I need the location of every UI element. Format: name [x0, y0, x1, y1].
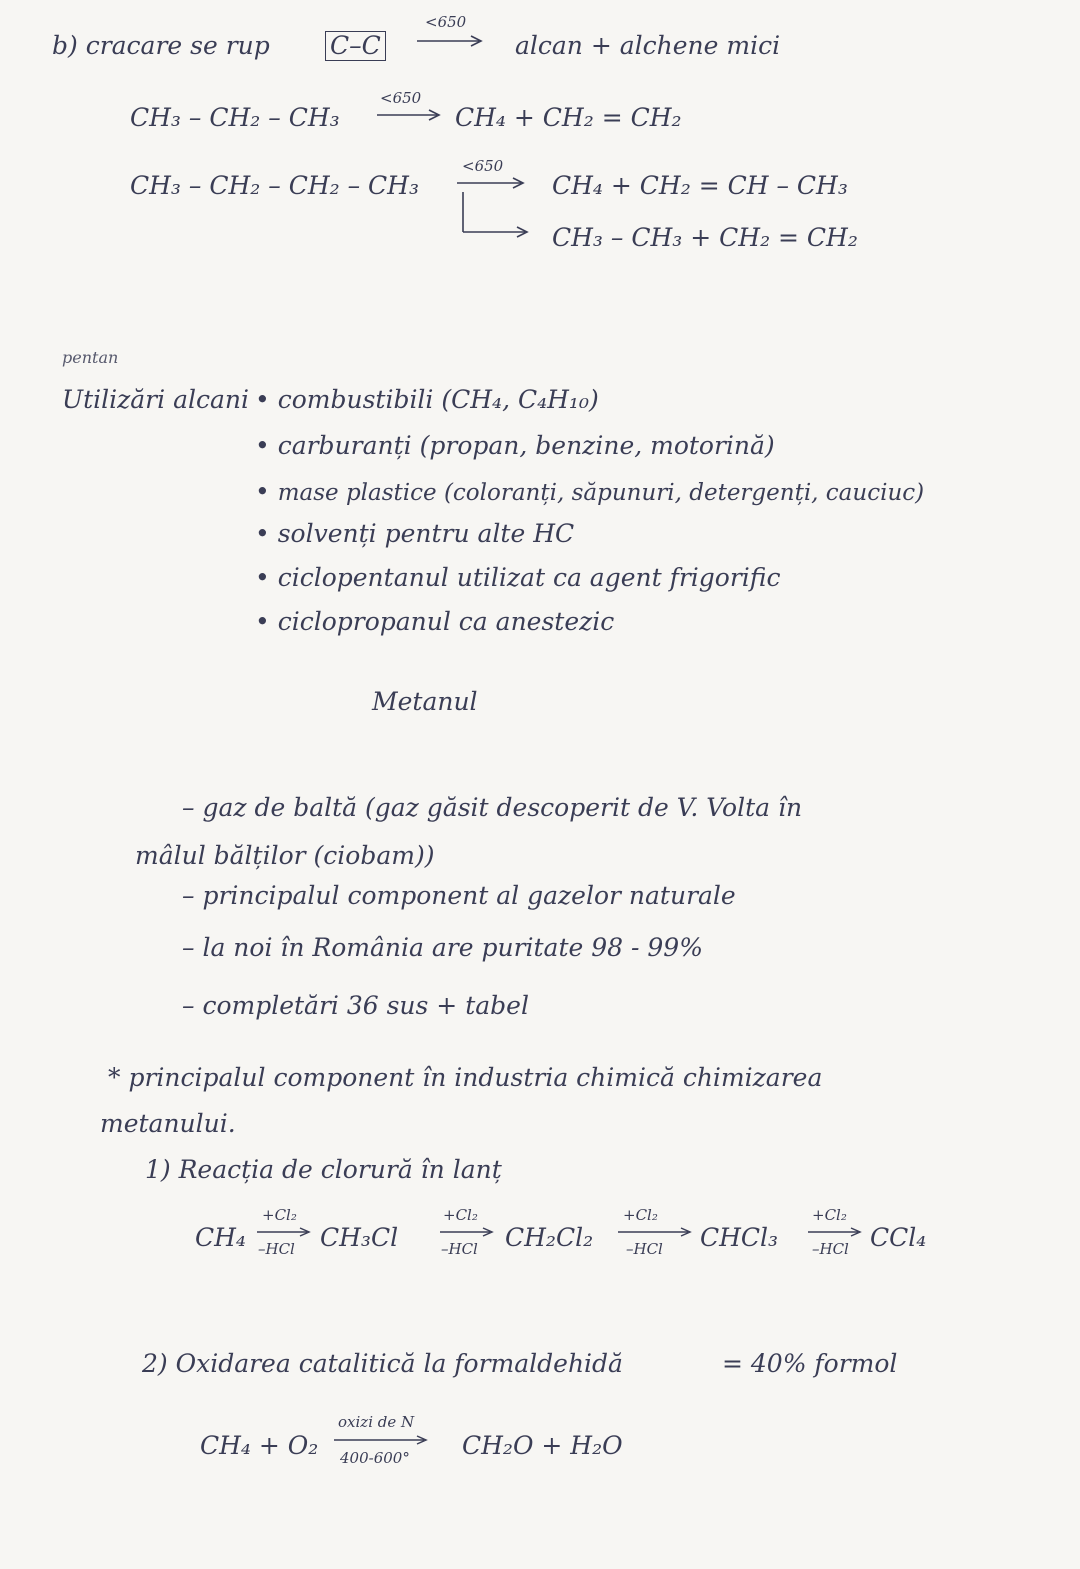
arrow-icon	[438, 1226, 498, 1238]
ox-above: oxizi de N	[338, 1413, 415, 1431]
reaction1-title: 1) Reacția de clorură în lanț	[145, 1155, 502, 1184]
ox-right: CH₂O + H₂O	[462, 1431, 623, 1460]
metan-note-4: – la noi în România are puritate 98 - 99%	[182, 933, 703, 962]
arrow-icon	[375, 108, 445, 122]
chlor-below-3: –HCl	[626, 1240, 663, 1258]
metan-title: Metanul	[372, 687, 478, 716]
cracking-r1-right: CH₄ + CH₂ = CH₂	[455, 103, 682, 132]
chlor-s3: CHCl₃	[700, 1223, 779, 1252]
chlor-s1: CH₃Cl	[320, 1223, 399, 1252]
metan-star-line-2: metanului.	[100, 1109, 236, 1138]
reaction2-title: 2) Oxidarea catalitică la formaldehidă	[142, 1349, 623, 1378]
metan-note-3: – principalul component al gazelor naturale	[182, 881, 736, 910]
metan-note-1: – gaz de baltă (gaz găsit descoperit de V. Volta în	[182, 793, 803, 822]
cracking-title-arrow-label: <650	[425, 13, 467, 31]
cracking-r1-left: CH₃ – CH₂ – CH₃	[130, 103, 340, 132]
arrow-icon	[806, 1226, 866, 1238]
arrow-icon	[255, 1226, 315, 1238]
chlor-above-3: +Cl₂	[623, 1206, 658, 1224]
chlor-below-1: –HCl	[258, 1240, 295, 1258]
uses-item-6: • ciclopropanul ca anestezic	[255, 607, 615, 636]
cracking-title-result: alcan + alchene mici	[515, 31, 781, 60]
uses-item-3: • mase plastice (coloranți, săpunuri, detergenți, cauciuc)	[255, 477, 925, 506]
cracking-title-prefix: b) cracare se rup	[52, 31, 270, 60]
chlor-above-2: +Cl₂	[443, 1206, 478, 1224]
chlor-s0: CH₄	[195, 1223, 246, 1252]
ox-left: CH₄ + O₂	[200, 1431, 319, 1460]
scribble-note: pentan	[62, 348, 119, 367]
chlor-below-2: –HCl	[441, 1240, 478, 1258]
arrow-icon	[332, 1434, 432, 1446]
ox-below: 400-600°	[340, 1449, 410, 1467]
uses-item-5: • ciclopentanul utilizat ca agent frigorific	[255, 563, 781, 592]
reaction2-note: = 40% formol	[722, 1349, 898, 1378]
cracking-title-box: C–C	[325, 30, 386, 62]
uses-item-1: • combustibili (CH₄, C₄H₁₀)	[255, 385, 599, 414]
cracking-r2-left: CH₃ – CH₂ – CH₂ – CH₃	[130, 171, 419, 200]
metan-note-5: – completări 36 sus + tabel	[182, 991, 529, 1020]
uses-item-2: • carburanți (propan, benzine, motorină)	[255, 431, 775, 460]
uses-item-4: • solvenți pentru alte HC	[255, 519, 575, 548]
branch-arrow-icon	[455, 176, 535, 246]
chlor-below-4: –HCl	[812, 1240, 849, 1258]
chlor-s4: CCl₄	[870, 1223, 927, 1252]
uses-heading: Utilizări alcani	[62, 385, 249, 414]
metan-star-line-1: * principalul component în industria chimică chimizarea	[108, 1063, 823, 1092]
cracking-r1-arrow-label: <650	[380, 89, 422, 107]
arrow-icon	[616, 1226, 696, 1238]
metan-note-2: mâlul bălților (ciobam))	[135, 841, 435, 870]
cracking-r2-arrow-label: <650	[462, 157, 504, 175]
cracking-r2-right-2: CH₃ – CH₃ + CH₂ = CH₂	[552, 223, 858, 252]
arrow-icon	[415, 34, 485, 48]
cracking-r2-right-1: CH₄ + CH₂ = CH – CH₃	[552, 171, 848, 200]
chlor-s2: CH₂Cl₂	[505, 1223, 594, 1252]
chlor-above-1: +Cl₂	[262, 1206, 297, 1224]
chlor-above-4: +Cl₂	[812, 1206, 847, 1224]
